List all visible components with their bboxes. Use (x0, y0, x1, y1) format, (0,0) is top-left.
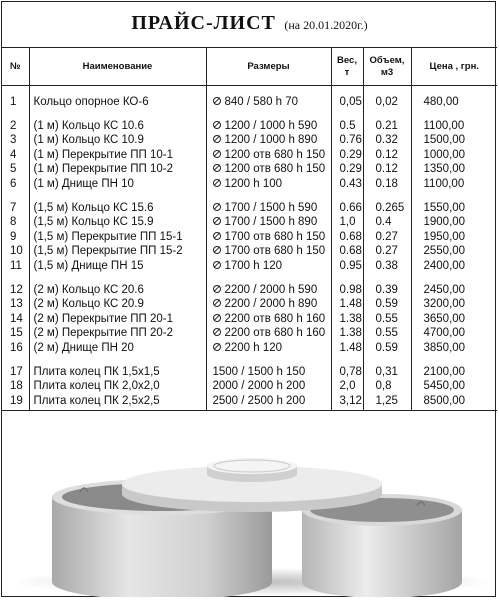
row-volume-text: 0.265 (375, 201, 405, 214)
row-volume (363, 133, 411, 148)
row-size-text: 1200 h 100 (224, 177, 283, 190)
row-size (206, 312, 331, 327)
row-name (29, 119, 206, 134)
row-name-text: (1 м) Кольцо КС 10.6 (33, 119, 144, 132)
row-weight (331, 312, 363, 327)
table-row (2, 326, 497, 341)
row-weight-text: 1.38 (339, 327, 362, 340)
row-volume-text: 0.18 (375, 177, 398, 190)
row-weight (331, 394, 363, 411)
row-price (411, 259, 497, 274)
row-name (29, 341, 206, 356)
row-size (206, 365, 331, 380)
row-name (29, 133, 206, 148)
row-name-text: Плита колец ПК 2,0х2,0 (33, 380, 160, 393)
row-size-text: 1700 h 120 (224, 259, 283, 272)
row-weight (331, 215, 363, 230)
row-volume-text: 0.59 (375, 298, 398, 311)
header-price: Цена , грн. (411, 48, 497, 86)
row-weight-text: 0.98 (339, 283, 362, 296)
row-volume (363, 215, 411, 230)
row-number-text: 16 (10, 341, 23, 354)
row-name (29, 283, 206, 298)
row-name (29, 326, 206, 341)
row-size-text: 2200 / 2000 h 590 (224, 283, 318, 296)
row-price (411, 312, 497, 327)
row-weight (331, 379, 363, 394)
row-weight (331, 177, 363, 192)
row-volume (363, 201, 411, 216)
row-name (29, 379, 206, 394)
row-size (206, 259, 331, 274)
row-weight (331, 148, 363, 163)
row-name (29, 365, 206, 380)
row-number (2, 283, 29, 298)
row-volume (363, 297, 411, 312)
row-size (206, 119, 331, 134)
row-price (411, 201, 497, 216)
header-volume: Объем, м3 (363, 48, 411, 86)
row-name-text: (2 м) Перекрытие ПП 20-2 (33, 327, 174, 340)
row-number (2, 259, 29, 274)
row-price-text: 2450,00 (423, 283, 466, 296)
row-volume (363, 162, 411, 177)
diameter-icon (213, 217, 221, 225)
row-name (29, 297, 206, 312)
header-size: Размеры (206, 48, 331, 86)
diameter-icon (213, 261, 221, 269)
table-row (2, 201, 497, 216)
row-name-text: (2 м) Кольцо КС 20.6 (33, 283, 144, 296)
row-number (2, 312, 29, 327)
row-weight (331, 133, 363, 148)
row-weight (331, 341, 363, 356)
row-weight-text: 2,0 (339, 380, 356, 393)
row-size-text: 1700 / 1500 h 590 (224, 201, 318, 214)
row-weight-text: 0.66 (339, 201, 362, 214)
row-number (2, 365, 29, 380)
row-size (206, 341, 331, 356)
row-weight (331, 259, 363, 274)
row-volume (363, 119, 411, 134)
row-price (411, 215, 497, 230)
diameter-icon (213, 343, 221, 351)
row-number-text: 8 (10, 216, 17, 229)
row-name (29, 244, 206, 259)
row-size-text: 2200 / 2000 h 890 (224, 298, 318, 311)
table-row (2, 312, 497, 327)
table-row (2, 297, 497, 312)
row-name-text: (2 м) Перекрытие ПП 20-1 (33, 312, 174, 325)
row-number-text: 10 (10, 245, 23, 258)
row-weight-text: 1.48 (339, 341, 362, 354)
row-number (2, 177, 29, 192)
row-volume (363, 177, 411, 192)
table-row (2, 119, 497, 134)
row-volume-text: 0.55 (375, 327, 398, 340)
row-price-text: 3850,00 (423, 341, 466, 354)
row-weight-text: 0.5 (339, 119, 356, 132)
row-number (2, 341, 29, 356)
row-name (29, 162, 206, 177)
row-size (206, 162, 331, 177)
row-size-text: 1200 / 1000 h 590 (224, 119, 318, 132)
row-weight (331, 162, 363, 177)
row-volume-text: 0.39 (375, 283, 398, 296)
row-name (29, 177, 206, 192)
row-number-text: 17 (10, 365, 23, 378)
row-weight (331, 326, 363, 341)
title-main: ПРАЙС-ЛИСТ (131, 12, 276, 34)
row-price (411, 297, 497, 312)
row-price (411, 379, 497, 394)
row-size-text: 1700 / 1500 h 890 (224, 216, 318, 229)
row-size (206, 95, 331, 110)
row-price (411, 365, 497, 380)
row-number (2, 215, 29, 230)
row-size-text: 2000 / 2000 h 200 (212, 380, 306, 393)
row-weight-text: 0.76 (339, 134, 362, 147)
row-name-text: (1,5 м) Кольцо КС 15.9 (33, 216, 154, 229)
row-price-text: 2400,00 (423, 259, 466, 272)
row-number (2, 119, 29, 134)
row-name (29, 95, 206, 110)
row-weight (331, 244, 363, 259)
table-row (2, 259, 497, 274)
row-size-text: 2500 / 2500 h 200 (212, 395, 306, 408)
row-size (206, 133, 331, 148)
row-number-text: 15 (10, 327, 23, 340)
table-row (2, 394, 497, 411)
row-volume (363, 326, 411, 341)
row-number (2, 394, 29, 411)
row-number (2, 201, 29, 216)
row-size-text: 2200 h 120 (224, 341, 283, 354)
row-price-text: 3650,00 (423, 312, 466, 325)
row-volume (363, 394, 411, 411)
diameter-icon (213, 179, 221, 187)
row-weight (331, 365, 363, 380)
table-row (2, 148, 497, 163)
row-name-text: Плита колец ПК 1,5х1,5 (33, 365, 160, 378)
row-size-text: 1200 / 1000 h 890 (224, 134, 318, 147)
row-volume (363, 341, 411, 356)
row-volume-text: 0,31 (375, 365, 398, 378)
title-date: (на 20.01.2020г.) (284, 18, 368, 32)
row-volume (363, 244, 411, 259)
row-name-text: (2 м) Днище ПН 20 (33, 341, 134, 354)
table-row (2, 365, 497, 380)
row-volume-text: 0.27 (375, 245, 398, 258)
row-name (29, 259, 206, 274)
row-number (2, 297, 29, 312)
row-weight (331, 119, 363, 134)
row-price (411, 119, 497, 134)
table-row (2, 230, 497, 245)
diameter-icon (213, 232, 221, 240)
group-spacer (2, 274, 497, 283)
row-volume-text: 0.12 (375, 163, 398, 176)
row-number-text: 14 (10, 312, 23, 325)
row-price (411, 133, 497, 148)
diameter-icon (213, 135, 221, 143)
row-size (206, 394, 331, 411)
diameter-icon (213, 150, 221, 158)
row-price-text: 4700,00 (423, 327, 466, 340)
row-name (29, 394, 206, 411)
row-weight-text: 0.95 (339, 259, 362, 272)
row-name-text: Кольцо опорное КО-6 (33, 96, 149, 108)
row-size (206, 283, 331, 298)
row-volume-text: 0.27 (375, 230, 398, 243)
row-volume-text: 0.38 (375, 259, 398, 272)
row-price-text: 1900,00 (423, 216, 466, 229)
row-price (411, 162, 497, 177)
diameter-icon (213, 203, 221, 211)
row-weight-text: 0,78 (339, 365, 362, 378)
row-number-text: 4 (10, 148, 17, 161)
row-weight (331, 201, 363, 216)
row-price-text: 1100,00 (423, 119, 465, 132)
row-weight-text: 0.29 (339, 163, 362, 176)
cover-plate (122, 458, 382, 512)
row-number-text: 12 (10, 283, 23, 296)
group-spacer (2, 192, 497, 201)
row-name-text: (1 м) Днище ПН 10 (33, 177, 134, 190)
row-price (411, 341, 497, 356)
row-price-text: 3200,00 (423, 298, 466, 311)
table-row (2, 177, 497, 192)
row-price-text: 8500,00 (423, 395, 466, 408)
row-weight-text: 1,0 (339, 216, 356, 229)
diameter-icon (213, 97, 221, 105)
row-volume (363, 95, 411, 110)
table-row (2, 215, 497, 230)
row-price-text: 1550,00 (423, 201, 466, 214)
row-price-text: 480,00 (423, 96, 459, 108)
price-table (2, 47, 497, 411)
row-size-text: 2200 отв 680 h 160 (224, 312, 326, 325)
group-spacer (2, 86, 497, 96)
concrete-rings-illustration (2, 432, 497, 597)
row-price (411, 244, 497, 259)
row-name (29, 230, 206, 245)
diameter-icon (213, 285, 221, 293)
row-price (411, 148, 497, 163)
row-volume-text: 0,8 (375, 380, 392, 393)
row-size-text: 1700 отв 680 h 150 (224, 230, 326, 243)
row-size-text: 1500 / 1500 h 150 (212, 365, 306, 378)
row-name (29, 201, 206, 216)
row-volume (363, 379, 411, 394)
row-price (411, 95, 497, 110)
row-number-text: 18 (10, 380, 23, 393)
right-ring (302, 494, 462, 597)
row-price-text: 1100,00 (423, 177, 465, 190)
row-number-text: 5 (10, 163, 17, 176)
row-size (206, 201, 331, 216)
row-price-text: 2550,00 (423, 245, 466, 258)
row-number-text: 3 (10, 134, 17, 147)
row-size (206, 230, 331, 245)
row-price (411, 177, 497, 192)
row-weight-text: 0.68 (339, 230, 362, 243)
table-row (2, 162, 497, 177)
row-price-text: 1950,00 (423, 230, 466, 243)
row-number-text: 13 (10, 298, 23, 311)
row-number (2, 244, 29, 259)
row-name-text: (1 м) Перекрытие ПП 10-1 (33, 148, 174, 161)
row-number-text: 2 (10, 119, 17, 132)
row-price-text: 1350,00 (423, 163, 466, 176)
page-title (0, 12, 499, 35)
row-size-text: 1200 отв 680 h 150 (224, 148, 326, 161)
row-name-text: Плита колец ПК 2,5х2,5 (33, 395, 160, 408)
row-size-text: 1200 отв 680 h 150 (224, 163, 326, 176)
row-number-text: 19 (10, 395, 23, 408)
row-volume-text: 0.55 (375, 312, 398, 325)
row-price-text: 1000,00 (423, 148, 466, 161)
diameter-icon (213, 246, 221, 254)
row-volume (363, 312, 411, 327)
diameter-icon (213, 121, 221, 129)
row-size-text: 840 / 580 h 70 (224, 96, 299, 108)
row-number-text: 6 (10, 177, 17, 190)
row-size-text: 1700 отв 680 h 150 (224, 245, 326, 258)
row-price (411, 230, 497, 245)
row-size (206, 326, 331, 341)
row-weight-text: 3,12 (339, 395, 362, 408)
row-price-text: 2100,00 (423, 365, 466, 378)
header-name: Наименование (29, 48, 206, 86)
table-row (2, 244, 497, 259)
table-row (2, 133, 497, 148)
row-name-text: (1,5 м) Кольцо КС 15.6 (33, 201, 154, 214)
table-body (2, 86, 497, 411)
row-price (411, 394, 497, 411)
row-number (2, 133, 29, 148)
row-name-text: (1,5 м) Перекрытие ПП 15-2 (33, 245, 183, 258)
row-weight (331, 283, 363, 298)
row-weight (331, 230, 363, 245)
header-num: № (2, 48, 29, 86)
row-volume (363, 365, 411, 380)
row-volume-text: 1,25 (375, 395, 398, 408)
row-volume (363, 230, 411, 245)
row-number-text: 9 (10, 230, 17, 243)
row-size (206, 244, 331, 259)
group-spacer (2, 110, 497, 119)
row-weight-text: 0.43 (339, 177, 362, 190)
row-size-text: 2200 отв 680 h 160 (224, 327, 326, 340)
row-number (2, 95, 29, 110)
row-number-text: 11 (10, 259, 22, 272)
row-volume (363, 283, 411, 298)
row-number (2, 162, 29, 177)
row-name-text: (2 м) Кольцо КС 20.9 (33, 298, 144, 311)
row-weight (331, 297, 363, 312)
diameter-icon (213, 314, 221, 322)
row-name-text: (1 м) Перекрытие ПП 10-2 (33, 163, 174, 176)
row-number (2, 230, 29, 245)
table-row (2, 341, 497, 356)
row-number-text: 7 (10, 201, 17, 214)
row-name-text: (1 м) Кольцо КС 10.9 (33, 134, 144, 147)
row-name (29, 148, 206, 163)
row-name-text: (1,5 м) Днище ПН 15 (33, 259, 144, 272)
table-header-row (2, 48, 497, 86)
header-weight: Вес, т (331, 48, 363, 86)
table-row (2, 283, 497, 298)
table-row (2, 379, 497, 394)
row-size (206, 148, 331, 163)
row-size (206, 177, 331, 192)
row-volume (363, 259, 411, 274)
row-weight-text: 1.38 (339, 312, 362, 325)
diameter-icon (213, 328, 221, 336)
row-volume-text: 0,02 (375, 96, 398, 108)
row-volume-text: 0.59 (375, 341, 398, 354)
row-volume-text: 0.4 (375, 216, 392, 229)
row-size (206, 215, 331, 230)
row-price-text: 5450,00 (423, 380, 466, 393)
diameter-icon (213, 299, 221, 307)
row-price (411, 283, 497, 298)
row-number (2, 148, 29, 163)
row-name (29, 312, 206, 327)
row-volume-text: 0.12 (375, 148, 398, 161)
row-price (411, 326, 497, 341)
row-weight-text: 1.48 (339, 298, 362, 311)
group-spacer (2, 356, 497, 365)
row-weight (331, 95, 363, 110)
row-volume-text: 0.21 (375, 119, 398, 132)
diameter-icon (213, 164, 221, 172)
row-number (2, 379, 29, 394)
row-size (206, 379, 331, 394)
row-weight-text: 0.68 (339, 245, 362, 258)
row-weight-text: 0.29 (339, 148, 362, 161)
row-size (206, 297, 331, 312)
row-number-text: 1 (10, 96, 17, 108)
row-volume (363, 148, 411, 163)
table-row (2, 95, 497, 110)
row-number (2, 326, 29, 341)
row-name (29, 215, 206, 230)
row-weight-text: 0,05 (339, 96, 362, 108)
row-price-text: 1500,00 (423, 134, 466, 147)
row-name-text: (1,5 м) Перекрытие ПП 15-1 (33, 230, 183, 243)
row-volume-text: 0.32 (375, 134, 398, 147)
